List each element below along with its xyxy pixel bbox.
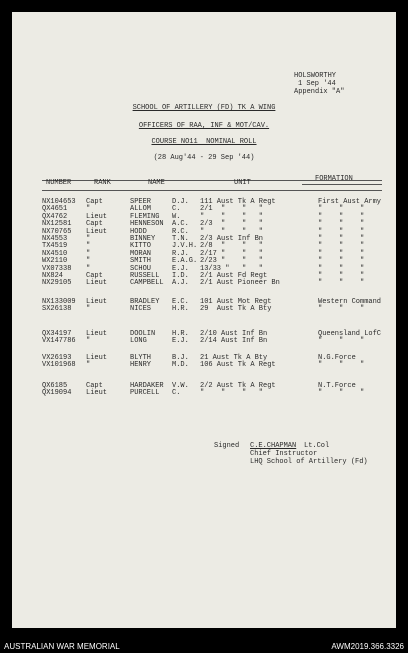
cell-number: NX133009 <box>42 298 76 306</box>
cell-number: QX6185 <box>42 382 68 390</box>
cell-surname: HODD <box>130 227 147 236</box>
doc-title-school: SCHOOL OF ARTILLERY (FD) TK A WING <box>132 104 276 112</box>
cell-unit: 2/8 " " " <box>200 242 264 251</box>
cell-rank: Capt <box>86 382 103 390</box>
cell-initials: H.R. <box>172 330 189 338</box>
cell-surname: HENRY <box>130 361 152 370</box>
cell-initials: R.C. <box>172 227 189 236</box>
cell-formation: " " " <box>318 279 365 288</box>
cell-surname: SPEER <box>130 198 152 206</box>
cell-unit: " " " " <box>200 389 264 398</box>
cell-initials: E.J. <box>172 337 189 346</box>
cell-unit: 2/14 Aust Inf Bn <box>200 337 268 346</box>
cell-initials: E.J. <box>172 264 189 273</box>
signature-title: Chief Instructor <box>250 450 318 458</box>
cell-rank: Lieut <box>86 227 108 236</box>
cell-surname: BINNEY <box>130 235 156 243</box>
cell-number: NX4553 <box>42 235 68 243</box>
cell-surname: SMITH <box>130 257 152 266</box>
header-appendix: Appendix "A" <box>294 88 345 96</box>
cell-initials: A.J. <box>172 279 189 288</box>
signature-name: C.E.CHAPMAN <box>250 442 297 450</box>
doc-title-dates: (28 Aug'44 - 29 Sep '44) <box>153 154 255 162</box>
cell-rank: " <box>86 305 91 314</box>
cell-initials: E.A.G. <box>172 257 198 266</box>
cell-surname: HENNESON <box>130 220 164 229</box>
cell-initials: W. <box>172 212 181 221</box>
cell-unit: 2/23 " " " <box>200 257 264 266</box>
footer-accession-number: AWM2019.366.3326 <box>331 642 404 651</box>
formation-rule <box>302 184 382 185</box>
cell-formation: " " " <box>318 242 365 251</box>
cell-initials: B.J. <box>172 354 189 362</box>
cell-number: VX101968 <box>42 361 76 370</box>
cell-rank: Lieut <box>86 354 108 362</box>
cell-unit: 21 Aust Tk A Bty <box>200 354 268 362</box>
cell-rank: Capt <box>86 220 103 229</box>
cell-unit: 111 Aust Tk A Regt <box>200 198 276 206</box>
cell-rank: " <box>86 235 91 243</box>
footer-institution: AUSTRALIAN WAR MEMORIAL <box>4 642 120 651</box>
cell-surname: RUSSELL <box>130 272 160 280</box>
col-header-formation: FORMATION <box>315 175 353 183</box>
cell-surname: BLYTH <box>130 354 152 362</box>
cell-surname: PURCELL <box>130 389 160 398</box>
cell-initials: M.D. <box>172 361 189 370</box>
cell-initials: I.D. <box>172 272 189 280</box>
cell-number: NX70765 <box>42 227 72 236</box>
cell-unit: 29 Aust Tk A Bty <box>200 305 272 314</box>
cell-unit: 2/17 " " " <box>200 249 264 258</box>
cell-number: NX4510 <box>42 249 68 258</box>
cell-unit: 106 Aust Tk A Regt <box>200 361 276 370</box>
cell-formation: Queensland LofC <box>318 330 382 338</box>
cell-number: QX19094 <box>42 389 72 398</box>
cell-rank: Capt <box>86 198 103 206</box>
cell-surname: BRADLEY <box>130 298 160 306</box>
cell-formation: " " " <box>318 212 365 221</box>
cell-number: NX12581 <box>42 220 72 229</box>
cell-number: NX824 <box>42 272 64 280</box>
cell-rank: " <box>86 264 91 273</box>
signature-rank: Lt.Col <box>304 442 330 450</box>
cell-unit: 2/10 Aust Inf Bn <box>200 330 268 338</box>
cell-number: NX29105 <box>42 279 72 288</box>
cell-number: TX4519 <box>42 242 68 251</box>
cell-surname: CAMPBELL <box>130 279 164 288</box>
cell-number: QX34197 <box>42 330 72 338</box>
cell-formation: " " " <box>318 305 365 314</box>
table-header-rule <box>42 190 382 191</box>
cell-initials: C. <box>172 205 181 214</box>
header-date: 1 Sep '44 <box>298 80 336 88</box>
cell-number: QX4651 <box>42 205 68 214</box>
cell-formation: " " " <box>318 220 365 229</box>
cell-surname: MORAN <box>130 249 152 258</box>
cell-rank: " <box>86 337 91 346</box>
cell-rank: Lieut <box>86 212 108 221</box>
cell-unit: 2/1 Aust Fd Regt <box>200 272 268 280</box>
cell-initials: H.R. <box>172 305 189 314</box>
cell-rank: " <box>86 205 91 214</box>
cell-rank: Lieut <box>86 279 108 288</box>
cell-surname: KITTO <box>130 242 152 251</box>
cell-surname: HARDAKER <box>130 382 164 390</box>
cell-number: SX26138 <box>42 305 72 314</box>
cell-formation: " " " <box>318 361 365 370</box>
cell-formation: " " " <box>318 249 365 258</box>
cell-number: VX07338 <box>42 264 72 273</box>
signature-prefix: Signed <box>214 442 240 450</box>
cell-number: WX2110 <box>42 257 68 266</box>
col-header-unit: UNIT <box>234 179 251 187</box>
cell-rank: " <box>86 242 91 251</box>
cell-rank: Lieut <box>86 298 108 306</box>
doc-title-course: COURSE NO11 NOMINAL ROLL <box>151 138 257 146</box>
cell-formation: Western Command <box>318 298 382 306</box>
cell-surname: ALLOM <box>130 205 152 214</box>
cell-surname: NICES <box>130 305 152 314</box>
signature-unit: LHQ School of Artillery (Fd) <box>250 458 368 466</box>
doc-title-officers: OFFICERS OF RAA, INF & MOT/CAV. <box>138 122 270 130</box>
cell-formation: " " " <box>318 257 365 266</box>
cell-unit: 13/33 " " " <box>200 264 264 273</box>
document-page <box>12 12 396 628</box>
cell-surname: LONG <box>130 337 147 346</box>
cell-number: VX147786 <box>42 337 76 346</box>
header-location: HOLSWORTHY <box>294 72 337 80</box>
cell-surname: SCHOU <box>130 264 152 273</box>
cell-formation: " " " <box>318 337 365 346</box>
cell-initials: A.C. <box>172 220 189 229</box>
cell-surname: FLEMING <box>130 212 160 221</box>
cell-unit: 2/1 Aust Pioneer Bn <box>200 279 280 288</box>
cell-number: QX4762 <box>42 212 68 221</box>
cell-unit: 2/1 " " " <box>200 205 264 214</box>
cell-rank: Lieut <box>86 330 108 338</box>
cell-rank: " <box>86 361 91 370</box>
cell-formation: N.T.Force <box>318 382 356 390</box>
cell-initials: T.N. <box>172 235 189 243</box>
cell-unit: 101 Aust Mot Regt <box>200 298 272 306</box>
cell-rank: Capt <box>86 272 103 280</box>
cell-initials: D.J. <box>172 198 189 206</box>
cell-initials: V.W. <box>172 382 189 390</box>
col-header-number: NUMBER <box>46 179 72 187</box>
cell-initials: E.C. <box>172 298 189 306</box>
cell-rank: " <box>86 249 91 258</box>
cell-formation: " " " <box>318 227 365 236</box>
archive-footer <box>0 640 408 653</box>
cell-unit: " " " " <box>200 212 264 221</box>
cell-formation: " " " <box>318 235 365 243</box>
cell-unit: 2/3 Aust Inf Bn <box>200 235 264 243</box>
cell-initials: C. <box>172 389 181 398</box>
cell-rank: Lieut <box>86 389 108 398</box>
cell-number: NX104653 <box>42 198 76 206</box>
cell-formation: " " " <box>318 205 365 214</box>
cell-formation: " " " <box>318 389 365 398</box>
cell-formation: " " " <box>318 264 365 273</box>
col-header-name: NAME <box>148 179 165 187</box>
cell-initials: R.J. <box>172 249 189 258</box>
cell-unit: " " " " <box>200 227 264 236</box>
cell-unit: 2/2 Aust Tk A Regt <box>200 382 276 390</box>
col-header-rank: RANK <box>94 179 111 187</box>
cell-rank: " <box>86 257 91 266</box>
cell-formation: First Aust Army <box>318 198 382 206</box>
cell-initials: J.V.H. <box>172 242 198 251</box>
cell-formation: N.G.Force <box>318 354 356 362</box>
cell-surname: DOOLIN <box>130 330 156 338</box>
cell-formation: " " " <box>318 272 365 280</box>
cell-number: VX26193 <box>42 354 72 362</box>
cell-unit: 2/3 " " " <box>200 220 264 229</box>
